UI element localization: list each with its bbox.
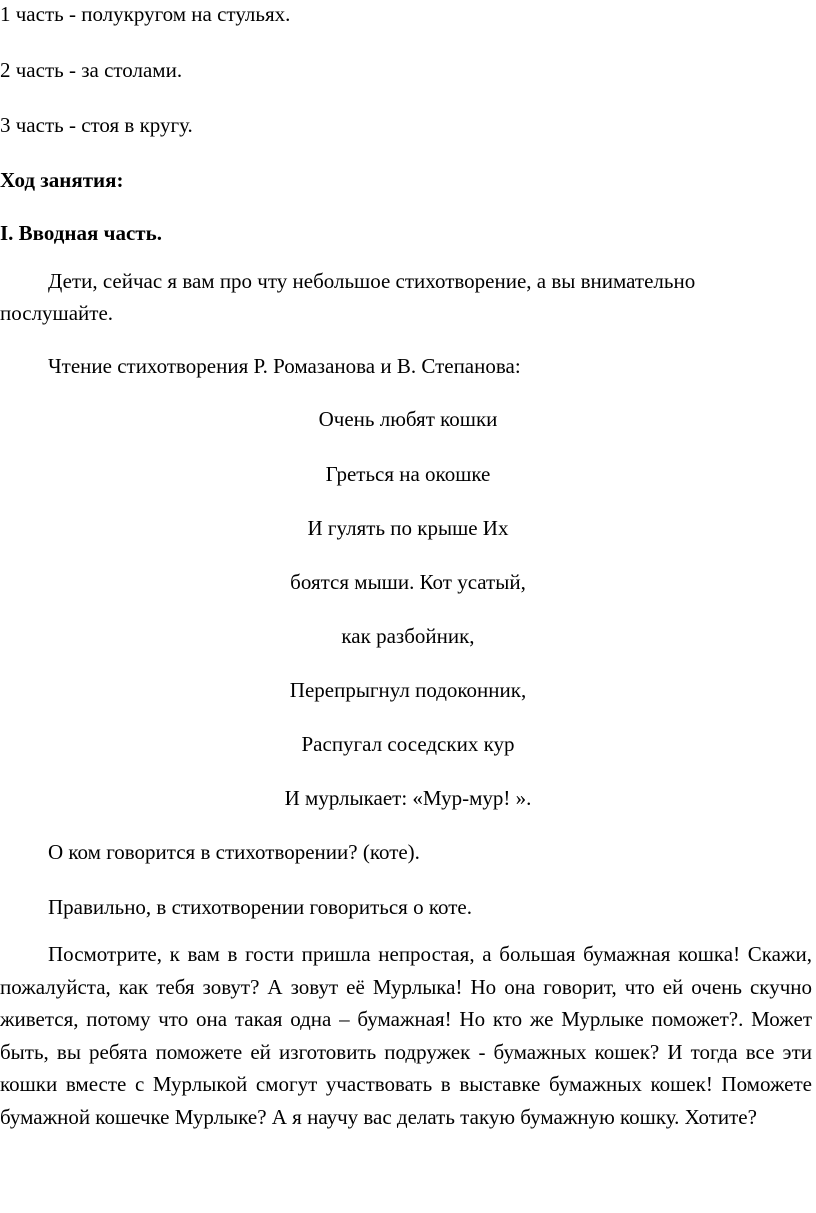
setup-part-1: 1 часть - полукругом на стульях.: [0, 2, 291, 26]
poem-line: И гулять по крыше Их: [307, 516, 509, 540]
poem-line: боятся мыши. Кот усатый,: [290, 570, 526, 594]
poem-line: Греться на окошке: [325, 462, 491, 486]
poem-line: Распугал соседских кур: [301, 732, 515, 756]
poem-line: Перепрыгнул подоконник,: [289, 678, 527, 702]
setup-part-3: 3 часть - стоя в кругу.: [0, 113, 193, 137]
closing-paragraph: Посмотрите, к вам в гости пришла непростая, а большая бумажная кошка! Скажи, пожалуйста, как тебя зовут? А зовут её Мурлыка! Но она говорит, что ей очень скучно живется, потому что она такая одна – бумажная! Но кто же Мурлыке поможет?. Может быть, вы ребята поможете ей изготовить подружек - бумажных кошек? И тогда все эти кошки вместе с Мурлыкой смогут участвовать в выставке бумажных кошек! Поможете бумажной кошечке Мурлыке? А я научу вас делать такую бумажную кошку. Хотите?: [0, 942, 812, 1129]
setup-part-2: 2 часть - за столами.: [0, 58, 183, 82]
question-paragraph: О ком говорится в стихотворении? (коте).: [48, 840, 420, 864]
lesson-course-heading: Ход занятия:: [0, 168, 124, 192]
answer-paragraph: Правильно, в стихотворении говориться о коте.: [48, 895, 472, 919]
listen-paragraph: Дети, сейчас я вам про чту небольшое стихотворение, а вы внимательно послушайте.: [0, 269, 696, 325]
intro-part-heading: I. Вводная часть.: [0, 221, 162, 245]
poem-line: Очень любят кошки: [318, 407, 498, 431]
poem-line: как разбойник,: [341, 624, 475, 648]
reading-intro-paragraph: Чтение стихотворения Р. Ромазанова и В. Степанова:: [48, 354, 521, 378]
poem-line: И мурлыкает: «Мур-мур! ».: [284, 786, 532, 810]
